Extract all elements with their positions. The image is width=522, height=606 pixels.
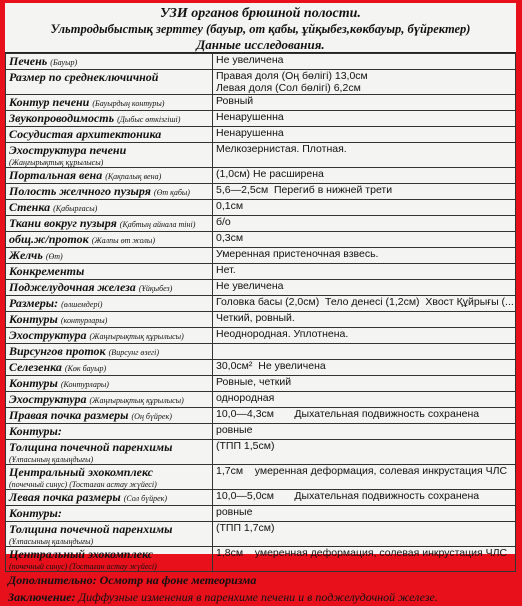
row-label-kz: (Жаңғырықтық құрылысы) [89, 396, 184, 405]
table-row [6, 424, 516, 440]
table-row [6, 360, 516, 376]
row-label: Желчь [9, 248, 43, 262]
row-value: (1,0см) Не расширена [213, 168, 516, 184]
row-value: однородная [213, 392, 516, 408]
table-row [6, 376, 516, 392]
table-row [6, 465, 516, 490]
table-row [6, 408, 516, 424]
row-label-kz: (Жаңғырықтық құрылысы) [89, 332, 184, 341]
row-label: Центральный эхокомплекс [9, 547, 153, 561]
table-row [6, 216, 516, 232]
row-label: Эхоструктура печени [9, 143, 127, 157]
row-label: Селезенка [9, 360, 62, 374]
row-label-cell [6, 248, 213, 264]
row-label-kz: (Ұлпасының қалыңдығы) [9, 455, 94, 464]
row-label-kz: (Қабырғасы) [53, 204, 98, 213]
table-row [6, 440, 516, 465]
row-label: Конкременты [9, 264, 85, 278]
conclusion-value: Диффузные изменения в паренхиме печени и в поджелудочной железе. [78, 590, 438, 604]
row-value: Головка басы (2,0см) Тело денесі (1,2см) Хвост Құйрығы (... [213, 296, 516, 312]
row-value [213, 344, 516, 360]
row-label-cell [6, 360, 213, 376]
row-label-kz: (Ұлпасының қалыңдығы) [9, 537, 94, 546]
row-label-cell [6, 312, 213, 328]
row-label-cell [6, 143, 213, 168]
table-row [6, 54, 516, 70]
row-value: ровные [213, 506, 516, 522]
table-row [6, 184, 516, 200]
row-label-cell [6, 440, 213, 465]
row-value: Ровный [213, 95, 516, 111]
row-label: Правая почка размеры [9, 408, 129, 422]
report-subtitle: Ультродыбыстық зерттеу (бауыр, от қабы, ұйқыбез,көкбауыр, бүйректер) [50, 22, 471, 36]
row-label-kz: (Сол бүйрек) [123, 494, 168, 503]
row-label: Левая почка размеры [9, 490, 121, 504]
table-row [6, 490, 516, 506]
table-row [6, 127, 516, 143]
row-value: (ТПП 1,5см) [213, 440, 516, 465]
additional-value: Осмотр на фоне метеоризма [99, 573, 257, 587]
row-label: Портальная вена [9, 168, 103, 182]
row-label-cell [6, 408, 213, 424]
report-sheet [5, 3, 516, 604]
row-label-cell [6, 344, 213, 360]
row-label-kz: (Бауыр) [50, 58, 78, 67]
table-row [6, 70, 516, 95]
row-value: 0,1см [213, 200, 516, 216]
row-label: Печень [9, 54, 48, 68]
row-value: Не увеличена [213, 54, 516, 70]
row-label-cell [6, 70, 213, 95]
row-label-cell [6, 296, 213, 312]
row-label-kz: (Қақпалық вена) [105, 172, 162, 181]
row-label-kz: (контурлары) [60, 316, 108, 325]
row-value: 10,0—5,0см Дыхательная подвижность сохранена [213, 490, 516, 506]
row-label: Размеры: [9, 296, 59, 310]
row-value: Ровные, четкий [213, 376, 516, 392]
row-label-cell [6, 547, 213, 572]
report-title: УЗИ органов брюшной полости. [160, 6, 361, 21]
table-row [6, 168, 516, 184]
table-row [6, 547, 516, 572]
row-label: Контуры: [9, 506, 62, 520]
row-label-cell [6, 216, 213, 232]
row-label: Ткани вокруг пузыря [9, 216, 117, 230]
row-label-kz: (Вирсунг өзегі) [108, 348, 160, 357]
row-value: Умеренная пристеночная взвесь. [213, 248, 516, 264]
row-value: Правая доля (Оң бөлігі) 13,0см Левая доля (Сол бөлігі) 6,2см [213, 70, 516, 95]
report-header [5, 3, 516, 53]
row-value: Неоднородная. Уплотнена. [213, 328, 516, 344]
table-row [6, 328, 516, 344]
table-row [6, 296, 516, 312]
table-row [6, 522, 516, 547]
row-value: Мелкозернистая. Плотная. [213, 143, 516, 168]
row-label: Стенка [9, 200, 51, 214]
row-label: Полость желчного пузыря [9, 184, 151, 198]
row-label-kz: (Көк бауыр) [64, 364, 107, 373]
table-row [6, 264, 516, 280]
row-label-kz: (Ұйқыбез) [138, 284, 173, 293]
row-label-kz: (Жалпы өт жолы) [91, 236, 155, 245]
row-label-cell [6, 490, 213, 506]
row-label-cell [6, 200, 213, 216]
row-label-cell [6, 54, 213, 70]
row-label-cell [6, 264, 213, 280]
table-row [6, 248, 516, 264]
table-row [6, 506, 516, 522]
row-label-cell [6, 95, 213, 111]
row-label-cell [6, 392, 213, 408]
row-value: 10,0—4,3см Дыхательная подвижность сохранена [213, 408, 516, 424]
row-value: 0,3см [213, 232, 516, 248]
table-row [6, 111, 516, 127]
row-label: Толщина почечной паренхимы [9, 522, 173, 536]
row-label-cell [6, 522, 213, 547]
row-value: Не увеличена [213, 280, 516, 296]
table-row [6, 232, 516, 248]
row-label-cell [6, 424, 213, 440]
row-label: Вирсунгов проток [9, 344, 106, 358]
row-value: (ТПП 1,7см) [213, 522, 516, 547]
row-label-kz: (Жаңғырықтық құрылысы) [9, 158, 104, 167]
row-label-kz: (почечный синус) (Тостаған астау жүйесі) [9, 562, 157, 571]
row-label-kz: (почечный синус) (Тостаған астау жүйесі) [9, 480, 157, 489]
row-label: Центральный эхокомплекс [9, 465, 153, 479]
row-label: Эхоструктура [9, 392, 87, 406]
row-label-kz: (өлшемдері) [61, 300, 103, 309]
table-row [6, 143, 516, 168]
additional-label: Дополнительно: [8, 573, 97, 587]
row-value: ровные [213, 424, 516, 440]
row-label-cell [6, 111, 213, 127]
row-label-cell [6, 280, 213, 296]
row-value: Ненарушенна [213, 127, 516, 143]
row-label-cell [6, 127, 213, 143]
row-label-cell [6, 232, 213, 248]
row-label-cell [6, 465, 213, 490]
row-label-kz: (Өт қабы) [153, 188, 190, 197]
row-label: Толщина почечной паренхимы [9, 440, 173, 454]
table-row [6, 200, 516, 216]
row-value: 1,8см умеренная деформация, солевая инкрустация ЧЛС [213, 547, 516, 572]
row-label-cell [6, 506, 213, 522]
row-label: Контуры: [9, 424, 62, 438]
row-label: Контур печени [9, 95, 90, 109]
table-row [6, 95, 516, 111]
row-value: б/о [213, 216, 516, 232]
row-label: Поджелудочная железа [9, 280, 136, 294]
row-label-kz: (Қабтың айнала тіні) [119, 220, 196, 229]
table-row [6, 280, 516, 296]
section-title: Данные исследования. [5, 37, 516, 53]
row-value: Ненарушенна [213, 111, 516, 127]
row-label: Эхоструктура [9, 328, 87, 342]
conclusion [5, 589, 516, 606]
row-label: Контуры [9, 312, 58, 326]
row-label: общ.ж/проток [9, 232, 89, 246]
row-label: Сосудистая архитектоника [9, 127, 162, 141]
row-label-kz: (Өт) [45, 252, 63, 261]
row-label-kz: (Бауырдың контуры) [92, 99, 165, 108]
row-label: Контуры [9, 376, 58, 390]
row-label-cell [6, 376, 213, 392]
row-value: 1,7см умеренная деформация, солевая инкрустация ЧЛС [213, 465, 516, 490]
table-row [6, 312, 516, 328]
row-value: Нет. [213, 264, 516, 280]
row-label: Звукопроводимость [9, 111, 115, 125]
findings-table [5, 53, 516, 572]
table-row [6, 344, 516, 360]
conclusion-label: Заключение: [8, 590, 76, 604]
row-label-kz: (Оң бүйрек) [131, 412, 172, 421]
row-label-kz: (Дыбыс өткізгіші) [117, 115, 181, 124]
row-value: 5,6—2,5см Перегиб в нижней трети [213, 184, 516, 200]
additional-note [5, 572, 516, 589]
row-value: 30,0см² Не увеличена [213, 360, 516, 376]
row-label: Размер по среднеключичной [9, 70, 159, 84]
row-label-cell [6, 328, 213, 344]
row-value: Четкий, ровный. [213, 312, 516, 328]
row-label-kz: (Контурлары) [60, 380, 109, 389]
table-row [6, 392, 516, 408]
row-label-cell [6, 168, 213, 184]
row-label-cell [6, 184, 213, 200]
